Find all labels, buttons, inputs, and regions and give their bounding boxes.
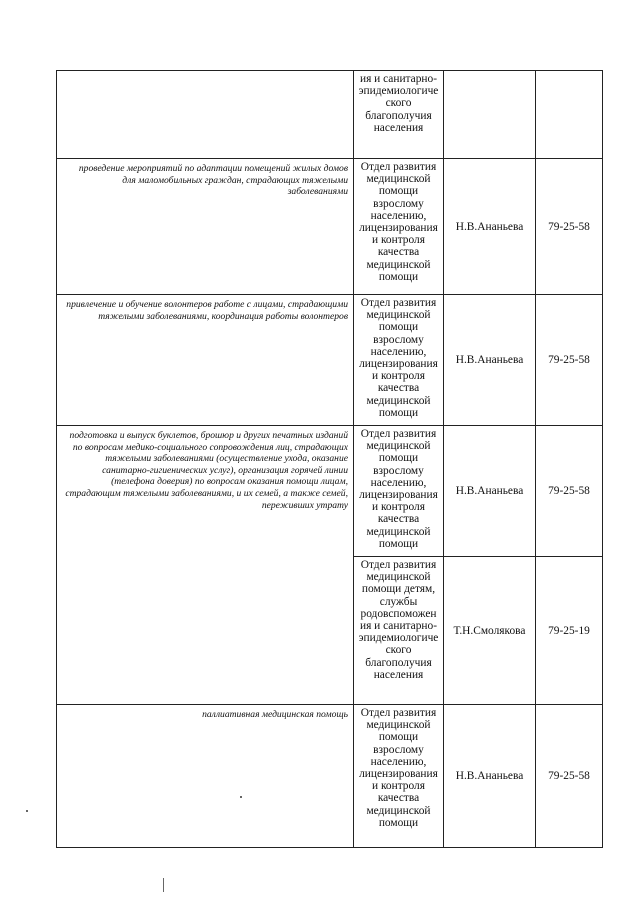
phone-cell xyxy=(536,71,603,159)
description-cell: паллиативная медицинская помощь xyxy=(57,705,354,848)
responsible-cell: Н.В.Ананьева xyxy=(444,159,536,295)
description-cell: проведение мероприятий по адаптации помещений жилых домов для маломобильных граждан, страдающих тяжелыми заболеваниями xyxy=(57,159,354,295)
responsible-cell xyxy=(444,71,536,159)
scan-line xyxy=(163,878,164,892)
table-row xyxy=(57,295,603,426)
description-cell: привлечение и обучение волонтеров работе с лицами, страдающими тяжелыми заболеваниями, координация работы волонтеров xyxy=(57,295,354,426)
scan-speck xyxy=(26,810,28,812)
description-cell: подготовка и выпуск буклетов, брошюр и других печатных изданий по вопросам медико-социального сопровождения лиц, страдающих тяжелыми заболеваниями (осуществление ухода, оказание санитарно-гигиенических услуг), организация горячей линии (телефона доверия) по вопросам оказания помощи лицам, страдающим тяжелыми заболеваниями, и их семей, а также семей, переживших утрату xyxy=(57,426,354,705)
department-cell: Отдел развития медицинской помощи взрослому населению, лицензирования и контроля качества медицинской помощи xyxy=(354,159,444,295)
responsible-cell: Т.Н.Смолякова xyxy=(444,557,536,705)
phone-cell: 79-25-19 xyxy=(536,557,603,705)
department-cell: Отдел развития медицинской помощи взрослому населению, лицензирования и контроля качества медицинской помощи xyxy=(354,426,444,557)
phone-cell: 79-25-58 xyxy=(536,426,603,557)
responsible-cell: Н.В.Ананьева xyxy=(444,426,536,557)
table-row xyxy=(57,426,603,557)
scan-speck xyxy=(240,796,242,798)
responsible-cell: Н.В.Ананьева xyxy=(444,295,536,426)
department-cell: ия и санитарно-эпидемиологиче ского благополучия населения xyxy=(354,71,444,159)
description-cell xyxy=(57,71,354,159)
phone-cell: 79-25-58 xyxy=(536,159,603,295)
department-cell: Отдел развития медицинской помощи взрослому населению, лицензирования и контроля качества медицинской помощи xyxy=(354,705,444,848)
table-row xyxy=(57,159,603,295)
table-row xyxy=(57,705,603,848)
document-table xyxy=(56,70,603,848)
table-row xyxy=(57,71,603,159)
phone-cell: 79-25-58 xyxy=(536,295,603,426)
department-cell: Отдел развития медицинской помощи взрослому населению, лицензирования и контроля качества медицинской помощи xyxy=(354,295,444,426)
phone-cell: 79-25-58 xyxy=(536,705,603,848)
responsible-cell: Н.В.Ананьева xyxy=(444,705,536,848)
department-cell: Отдел развития медицинской помощи детям, службы родовспоможен ия и санитарно-эпидемиологиче ского благополучия населения xyxy=(354,557,444,705)
